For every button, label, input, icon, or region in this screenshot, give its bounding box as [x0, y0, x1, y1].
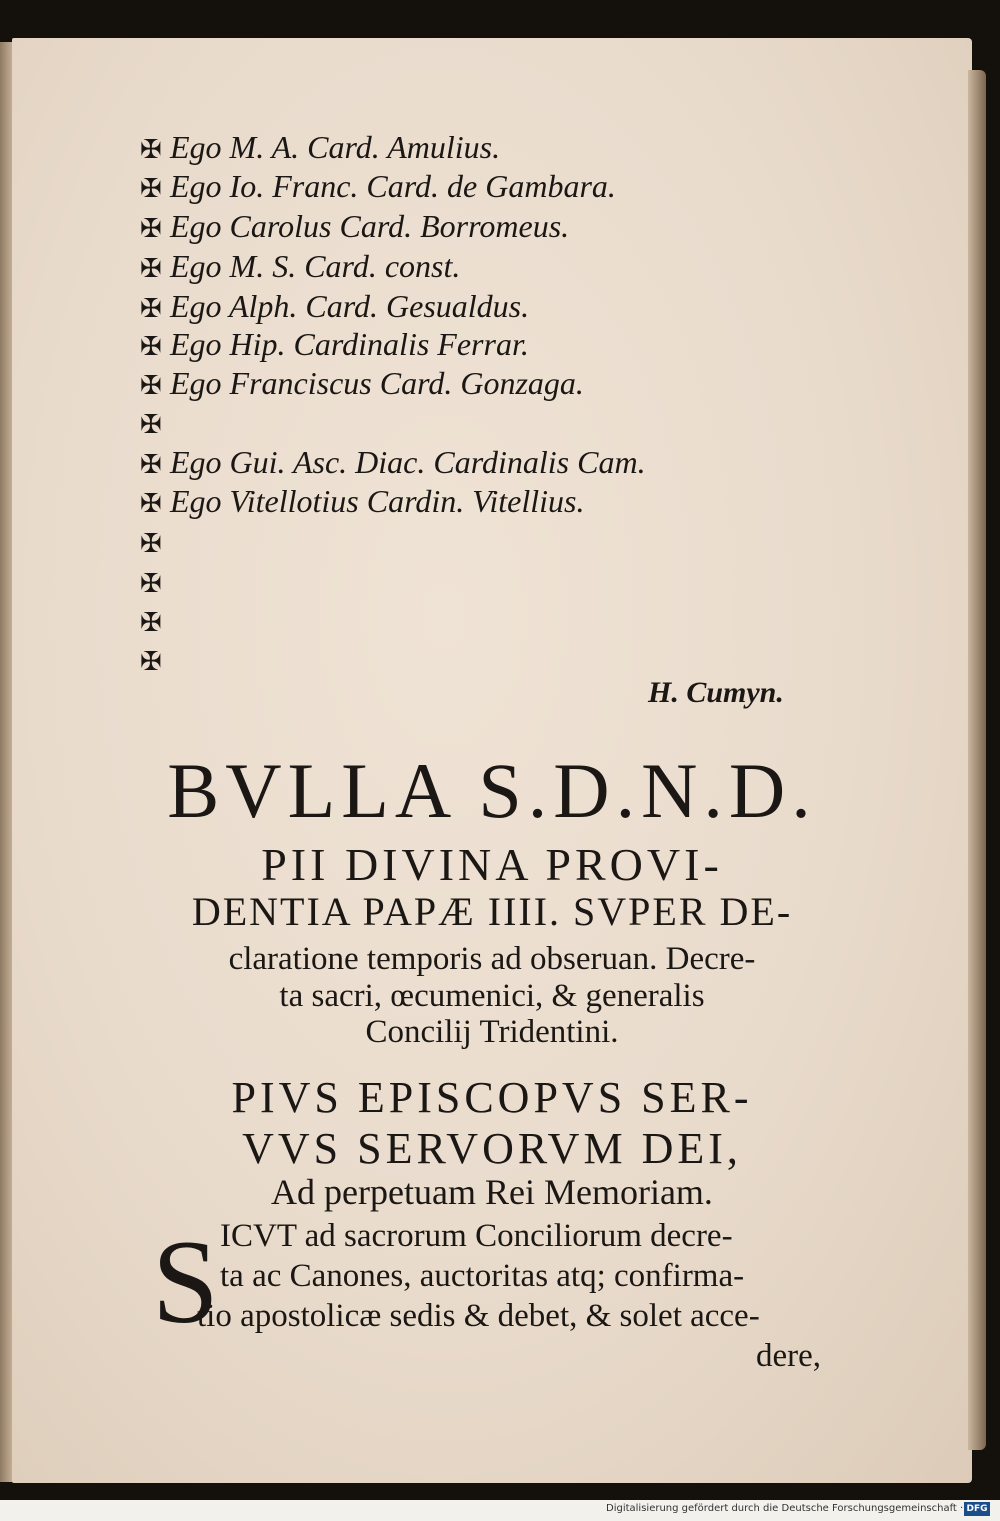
- signature-line: [140, 522, 170, 560]
- signature-line: [140, 128, 500, 166]
- signature-text: Ego Vitellotius Cardin. Vitellius.: [170, 483, 585, 519]
- body-text-line-1: ICVT ad sacrorum Conciliorum decre-: [220, 1218, 733, 1254]
- body-text-line-2: ta ac Canones, auctoritas atq; confirma-: [220, 1258, 745, 1294]
- bull-subtitle-line-3: Concilij Tridentini.: [365, 1014, 619, 1050]
- bull-heading-line-2: DENTIA PAPÆ IIII. SVPER DE-: [191, 889, 793, 934]
- signature-text: Ego Gui. Asc. Diac. Cardinalis Cam.: [170, 444, 646, 480]
- cross-icon: ✠: [140, 569, 162, 598]
- page-edge: [968, 70, 986, 1450]
- dfg-logo: DFG: [964, 1502, 990, 1516]
- digitization-credit: Digitalisierung gefördert durch die Deutsche Forschungsgemeinschaft ·: [606, 1503, 964, 1514]
- signoff-name: H. Cumyn.: [648, 676, 784, 709]
- bull-heading-line-1: PII DIVINA PROVI-: [261, 839, 723, 890]
- body-text-line-3: tio apostolicæ sedis & debet, & solet acce-: [197, 1298, 760, 1334]
- cross-icon: ✠: [140, 254, 162, 283]
- cross-icon: ✠: [140, 410, 162, 439]
- signature-line: [140, 443, 646, 481]
- signature-text: Ego Carolus Card. Borromeus.: [170, 208, 570, 244]
- signature-text: Ego Franciscus Card. Gonzaga.: [170, 365, 584, 401]
- bull-subtitle-line-2: ta sacri, œcumenici, & generalis: [279, 978, 705, 1014]
- signature-text: Ego Hip. Cardinalis Ferrar.: [170, 326, 529, 362]
- signature-line: [140, 601, 170, 639]
- signature-line: [140, 403, 170, 441]
- drop-cap: S: [152, 1215, 219, 1348]
- address-line-1: PIVS EPISCOPVS SER-: [231, 1073, 753, 1122]
- cross-icon: ✠: [140, 294, 162, 323]
- signature-line: [140, 247, 460, 285]
- book-page: [12, 38, 972, 1483]
- signature-line: [140, 207, 569, 245]
- signature-line: [140, 287, 529, 325]
- cross-icon: ✠: [140, 529, 162, 558]
- signature-text: Ego Alph. Card. Gesualdus.: [170, 288, 530, 324]
- cross-icon: ✠: [140, 647, 162, 676]
- signature-line: [140, 364, 584, 402]
- signature-text: Ego M. A. Card. Amulius.: [170, 129, 501, 165]
- signature-text: Ego Io. Franc. Card. de Gambara.: [170, 168, 616, 204]
- cross-icon: ✠: [140, 608, 162, 637]
- cross-icon: ✠: [140, 450, 162, 479]
- signature-line: [140, 325, 529, 363]
- catchword: dere,: [756, 1338, 822, 1374]
- signature-line: [140, 482, 585, 520]
- address-line-3: Ad perpetuam Rei Memoriam.: [271, 1172, 713, 1212]
- cross-icon: ✠: [140, 371, 162, 400]
- signature-line: [140, 167, 616, 205]
- bull-subtitle-line-1: claratione temporis ad obseruan. Decre-: [228, 941, 756, 977]
- signature-line: [140, 640, 170, 678]
- cross-icon: ✠: [140, 214, 162, 243]
- cross-icon: ✠: [140, 135, 162, 164]
- bull-title: BVLLA S.D.N.D.: [167, 747, 817, 834]
- cross-icon: ✠: [140, 332, 162, 361]
- address-line-2: VVS SERVORVM DEI,: [242, 1124, 742, 1173]
- signature-line: [140, 562, 170, 600]
- cross-icon: ✠: [140, 489, 162, 518]
- signature-text: Ego M. S. Card. const.: [170, 248, 461, 284]
- cross-icon: ✠: [140, 174, 162, 203]
